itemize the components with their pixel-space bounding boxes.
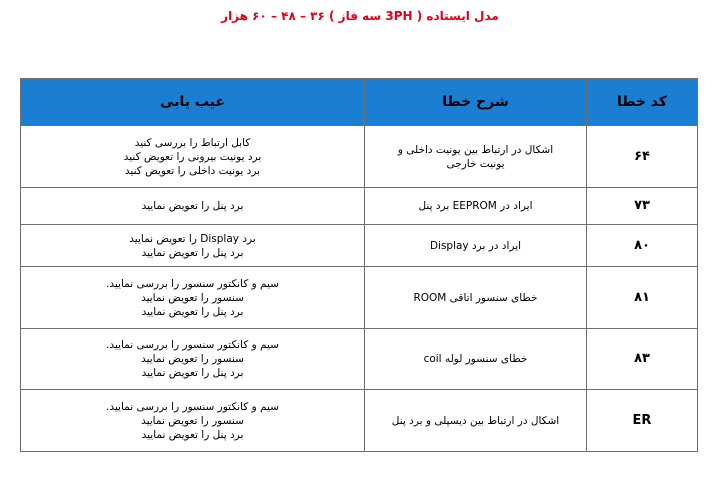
error-description-cell — [365, 329, 587, 390]
troubleshooting-cell — [21, 390, 365, 452]
error-description-text: خطای سنسور لوله coil — [423, 353, 528, 365]
troubleshooting-step: برد یونیت داخلی را تعویض کنید — [124, 164, 261, 177]
troubleshooting-step: سیم و کانکتور سنسور را بررسی نمایید. — [106, 400, 279, 413]
table-row — [21, 188, 698, 225]
troubleshooting-step: کابل ارتباط را بررسی کنید — [134, 136, 251, 149]
table-header-row — [21, 79, 698, 126]
error-code-cell: ۸۳ — [587, 329, 698, 390]
error-code-cell: ۸۰ — [587, 225, 698, 267]
troubleshooting-cell — [21, 267, 365, 329]
troubleshooting-step: برد پنل را تعویض نمایید — [141, 305, 244, 318]
error-code-table — [20, 78, 698, 452]
header-error-code: کد خطا — [587, 79, 698, 126]
troubleshooting-step: سنسور را تعویض نمایید — [141, 353, 244, 365]
troubleshooting-step: برد پنل را تعویض نمایید — [141, 200, 244, 212]
error-code-cell: ۶۴ — [587, 126, 698, 188]
table-row — [21, 126, 698, 188]
error-description-text: اشکال در ارتباط بین یونیت داخلی و یونیت خارجی — [397, 143, 554, 170]
table-row — [21, 225, 698, 267]
troubleshooting-cell — [21, 188, 365, 225]
error-code-cell: ۷۳ — [587, 188, 698, 225]
error-code-cell: ER — [587, 390, 698, 452]
error-description-text: ایراد در EEPROM برد پنل — [418, 200, 533, 212]
table-row — [21, 267, 698, 329]
troubleshooting-step: سیم و کانکتور سنسور را بررسی نمایید. — [106, 339, 279, 351]
error-description-text: اشکال در ارتباط بین دیسپلی و برد پنل — [391, 414, 560, 427]
troubleshooting-step: سیم و کانکتور سنسور را بررسی نمایید. — [106, 277, 279, 290]
troubleshooting-step: برد پنل را تعویض نمایید — [141, 246, 244, 259]
troubleshooting-step: سنسور را تعویض نمایید — [141, 414, 244, 427]
error-description-cell — [365, 390, 587, 452]
error-description-cell — [365, 267, 587, 329]
error-description-cell — [365, 126, 587, 188]
troubleshooting-cell — [21, 225, 365, 267]
troubleshooting-step: برد پنل را تعویض نمایید — [141, 367, 244, 379]
document-title: مدل ایستاده ( 3PH سه فاز ) ۳۶ – ۴۸ – ۶۰ هزار — [221, 9, 499, 23]
troubleshooting-cell — [21, 126, 365, 188]
table-row — [21, 390, 698, 452]
header-error-description: شرح خطا — [365, 79, 587, 126]
table-row — [21, 329, 698, 390]
error-description-text: ایراد در برد Display — [429, 239, 522, 252]
error-description-cell — [365, 188, 587, 225]
troubleshooting-step: برد Display را تعویض نمایید — [129, 232, 256, 245]
header-troubleshooting: عیب یابی — [21, 79, 365, 126]
troubleshooting-step: برد پنل را تعویض نمایید — [141, 428, 244, 441]
troubleshooting-step: برد یونیت بیرونی را تعویض کنید — [123, 150, 262, 163]
troubleshooting-cell — [21, 329, 365, 390]
error-code-cell: ۸۱ — [587, 267, 698, 329]
troubleshooting-step: سنسور را تعویض نمایید — [141, 291, 244, 304]
error-description-text: خطای سنسور اتاقی ROOM — [413, 291, 538, 304]
error-description-cell — [365, 225, 587, 267]
